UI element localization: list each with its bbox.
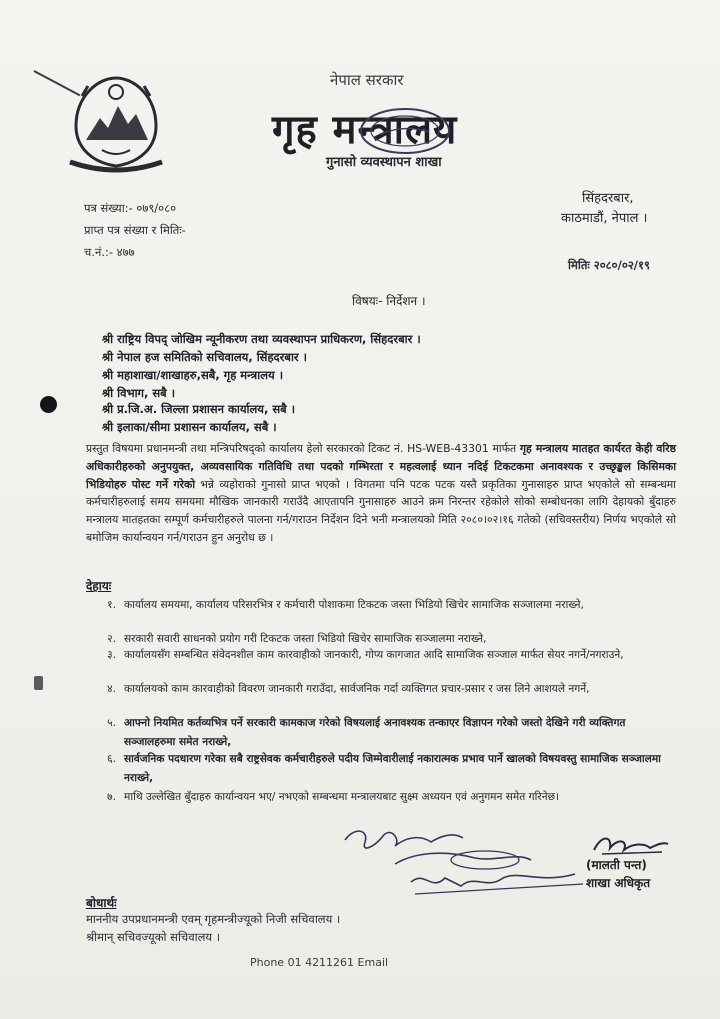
nepal-emblem-icon [62, 66, 170, 178]
margin-mark [34, 676, 43, 690]
signatory-title: शाखा अधिकृत [586, 876, 651, 890]
dispatch-number: च.नं.:- ४७७ [84, 245, 135, 259]
letter-number: पत्र संख्या:- ०७९/०८० [84, 201, 177, 215]
officer-signature-icon [588, 826, 672, 860]
item-number: ३. [107, 649, 116, 661]
recipient-1: श्री राष्ट्रिय विपद् जोखिम न्यूनीकरण तथा व्यवस्थापन प्राधिकरण, सिंहदरबार । [102, 332, 421, 346]
item-text: आफ्नो नियमित कर्तव्यभित्र पर्ने सरकारी कामकाज गरेको विषयलाई अनावश्यक तन्काएर विज्ञापन गरेको जस्तो देखिने गरी व्यक्तिगत सञ्जालहरुमा समेत नराख्ने, [124, 717, 626, 748]
item-text: कार्यालय समयमा, कार्यालय परिसरभित्र र कर्मचारी पोशाकमा टिकटक जस्ता भिडियो खिचेर सामाजिक सञ्जालमा नराख्ने, [124, 599, 584, 611]
letter-date: मितिः २०८०/०२/१९ [568, 258, 650, 272]
body-text-a: प्रस्तुत विषयमा प्रधानमन्त्री तथा मन्त्रिपरिषद्को कार्यालय हेलो सरकारको टिकट नं. HS-WEB-43301 मार्फत [86, 442, 520, 455]
address-line-1: सिंहदरबार, [582, 191, 634, 206]
recipient-3: श्री महाशाखा/शाखाहरु,सबै, गृह मन्त्रालय । [102, 368, 284, 382]
list-item [86, 750, 666, 787]
item-number: ४. [107, 683, 116, 695]
footer-contact: Phone 01 4211261 Email [250, 957, 389, 966]
received-letter-number: प्राप्त पत्र संख्या र मितिः- [84, 223, 186, 237]
item-number: २. [107, 633, 116, 645]
item-text: सार्वजनिक पदधारण गरेका सबै राष्ट्रसेवक कर्मचारीहरुले पदीय जिम्मेवारीलाई नकारात्मक प्रभाव पार्ने खालको विषयवस्तु सामाजिक सञ्जालमा नराख्ने, [124, 753, 661, 784]
cc-line-2: श्रीमान् सचिवज्यूको सचिवालय । [86, 930, 221, 944]
item-text: कार्यालयको काम कारवाहीको विवरण जानकारी गराउँदा, सार्वजनिक गर्दा व्यक्तिगत प्रचार-प्रसार र जस लिने आशयले नगर्ने, [124, 683, 590, 695]
cc-label: बोधार्थः [86, 896, 117, 910]
item-text: माथि उल्लेखित बुँदाहरु कार्यान्वयन भए/ नभएको सम्बन्धमा मन्त्रालयबाट सुक्ष्म अध्ययन एवं अनुगमन समेत गरिनेछ। [124, 791, 560, 803]
list-item [86, 680, 666, 699]
recipient-6: श्री इलाका/सीमा प्रशासन कार्यालय, सबै । [102, 420, 277, 434]
list-item [86, 596, 666, 615]
item-number: ५. [107, 717, 116, 729]
body-paragraph [86, 440, 676, 547]
recipient-5: श्री प्र.जि.अ. जिल्ला प्रशासन कार्यालय, सबै । [102, 402, 296, 416]
section-name: गुनासो व्यवस्थापन शाखा [326, 155, 442, 170]
ministry-name: गृह मन्त्रालय [272, 107, 458, 153]
item-text: सरकारी सवारी साधनको प्रयोग गरी टिकटक जस्ता भिडियो खिचेर सामाजिक सञ्जालमा नराख्ने, [124, 633, 487, 645]
list-item [86, 714, 666, 751]
handwritten-signature-icon [335, 822, 595, 902]
item-number: ७. [107, 791, 116, 803]
item-number: ६. [107, 753, 116, 765]
list-item [86, 646, 666, 665]
govt-name: नेपाल सरकार [330, 71, 404, 89]
office-stamp-icon [355, 104, 455, 158]
punch-hole [40, 396, 57, 413]
address-line-2: काठमाडौं, नेपाल । [561, 211, 648, 226]
body-text-c: भन्ने व्यहोराको गुनासो प्राप्त भएको । विगतमा पनि पटक पटक यस्तै प्रकृतिका गुनासाहरु प्राप्त भएकोले सो सम्बन्धमा कर्मचारीहरुलाई समय समयमा मौखिक जानकारी गराउँदै आएतापनि गुनासाहरु आउने क्रम निरन्तर रहेकोले सोको सम्बोधनका लागि देहायको बुँदाहरु मन्त्रालय मातहतका सम्पूर्ण कर्मचारीहरुले पालना गर्न/गराउन निर्देशन दिने भनी मन्त्रालयको मिति २०८०।०२।१६ गतेको (सचिवस्तरीय) निर्णय भएकोले सो बमोजिम कार्यान्वयन गर्न/गराउन हुन अनुरोध छ । [86, 477, 676, 544]
list-label: देहायः [86, 579, 112, 593]
list-item [86, 788, 666, 807]
cc-line-1: माननीय उपप्रधानमन्त्री एवम् गृहमन्त्रीज्यूको निजी सचिवालय । [86, 912, 341, 926]
recipient-2: श्री नेपाल हज समितिको सचिवालय, सिंहदरबार । [102, 350, 307, 364]
item-text: कार्यालयसँग सम्बन्धित संवेदनशील काम कारवाहीको जानकारी, गोप्य कागजात आदि सामाजिक सञ्जाल मार्फत सेयर नगर्ने/नगराउने, [124, 649, 624, 661]
body-text-emphasis: गृह मन्त्रालय मातहत कार्यरत केही वरिष्ठ अधिकारीहरुको अनुपयुक्त, अव्यवसायिक गतिविधि तथा पदको गम्भिरता र महत्वलाई ध्यान नदिई टिकटकमा अनावश्यक र उच्छृङ्खल किसिमका भिडियोहरु पोस्ट गर्ने गरेको [86, 442, 676, 491]
subject-line: विषयः- निर्देशन । [352, 294, 426, 308]
recipient-4: श्री विभाग, सबै । [102, 386, 176, 400]
item-number: १. [107, 599, 116, 611]
signatory-name: (मालती पन्त) [586, 858, 647, 872]
